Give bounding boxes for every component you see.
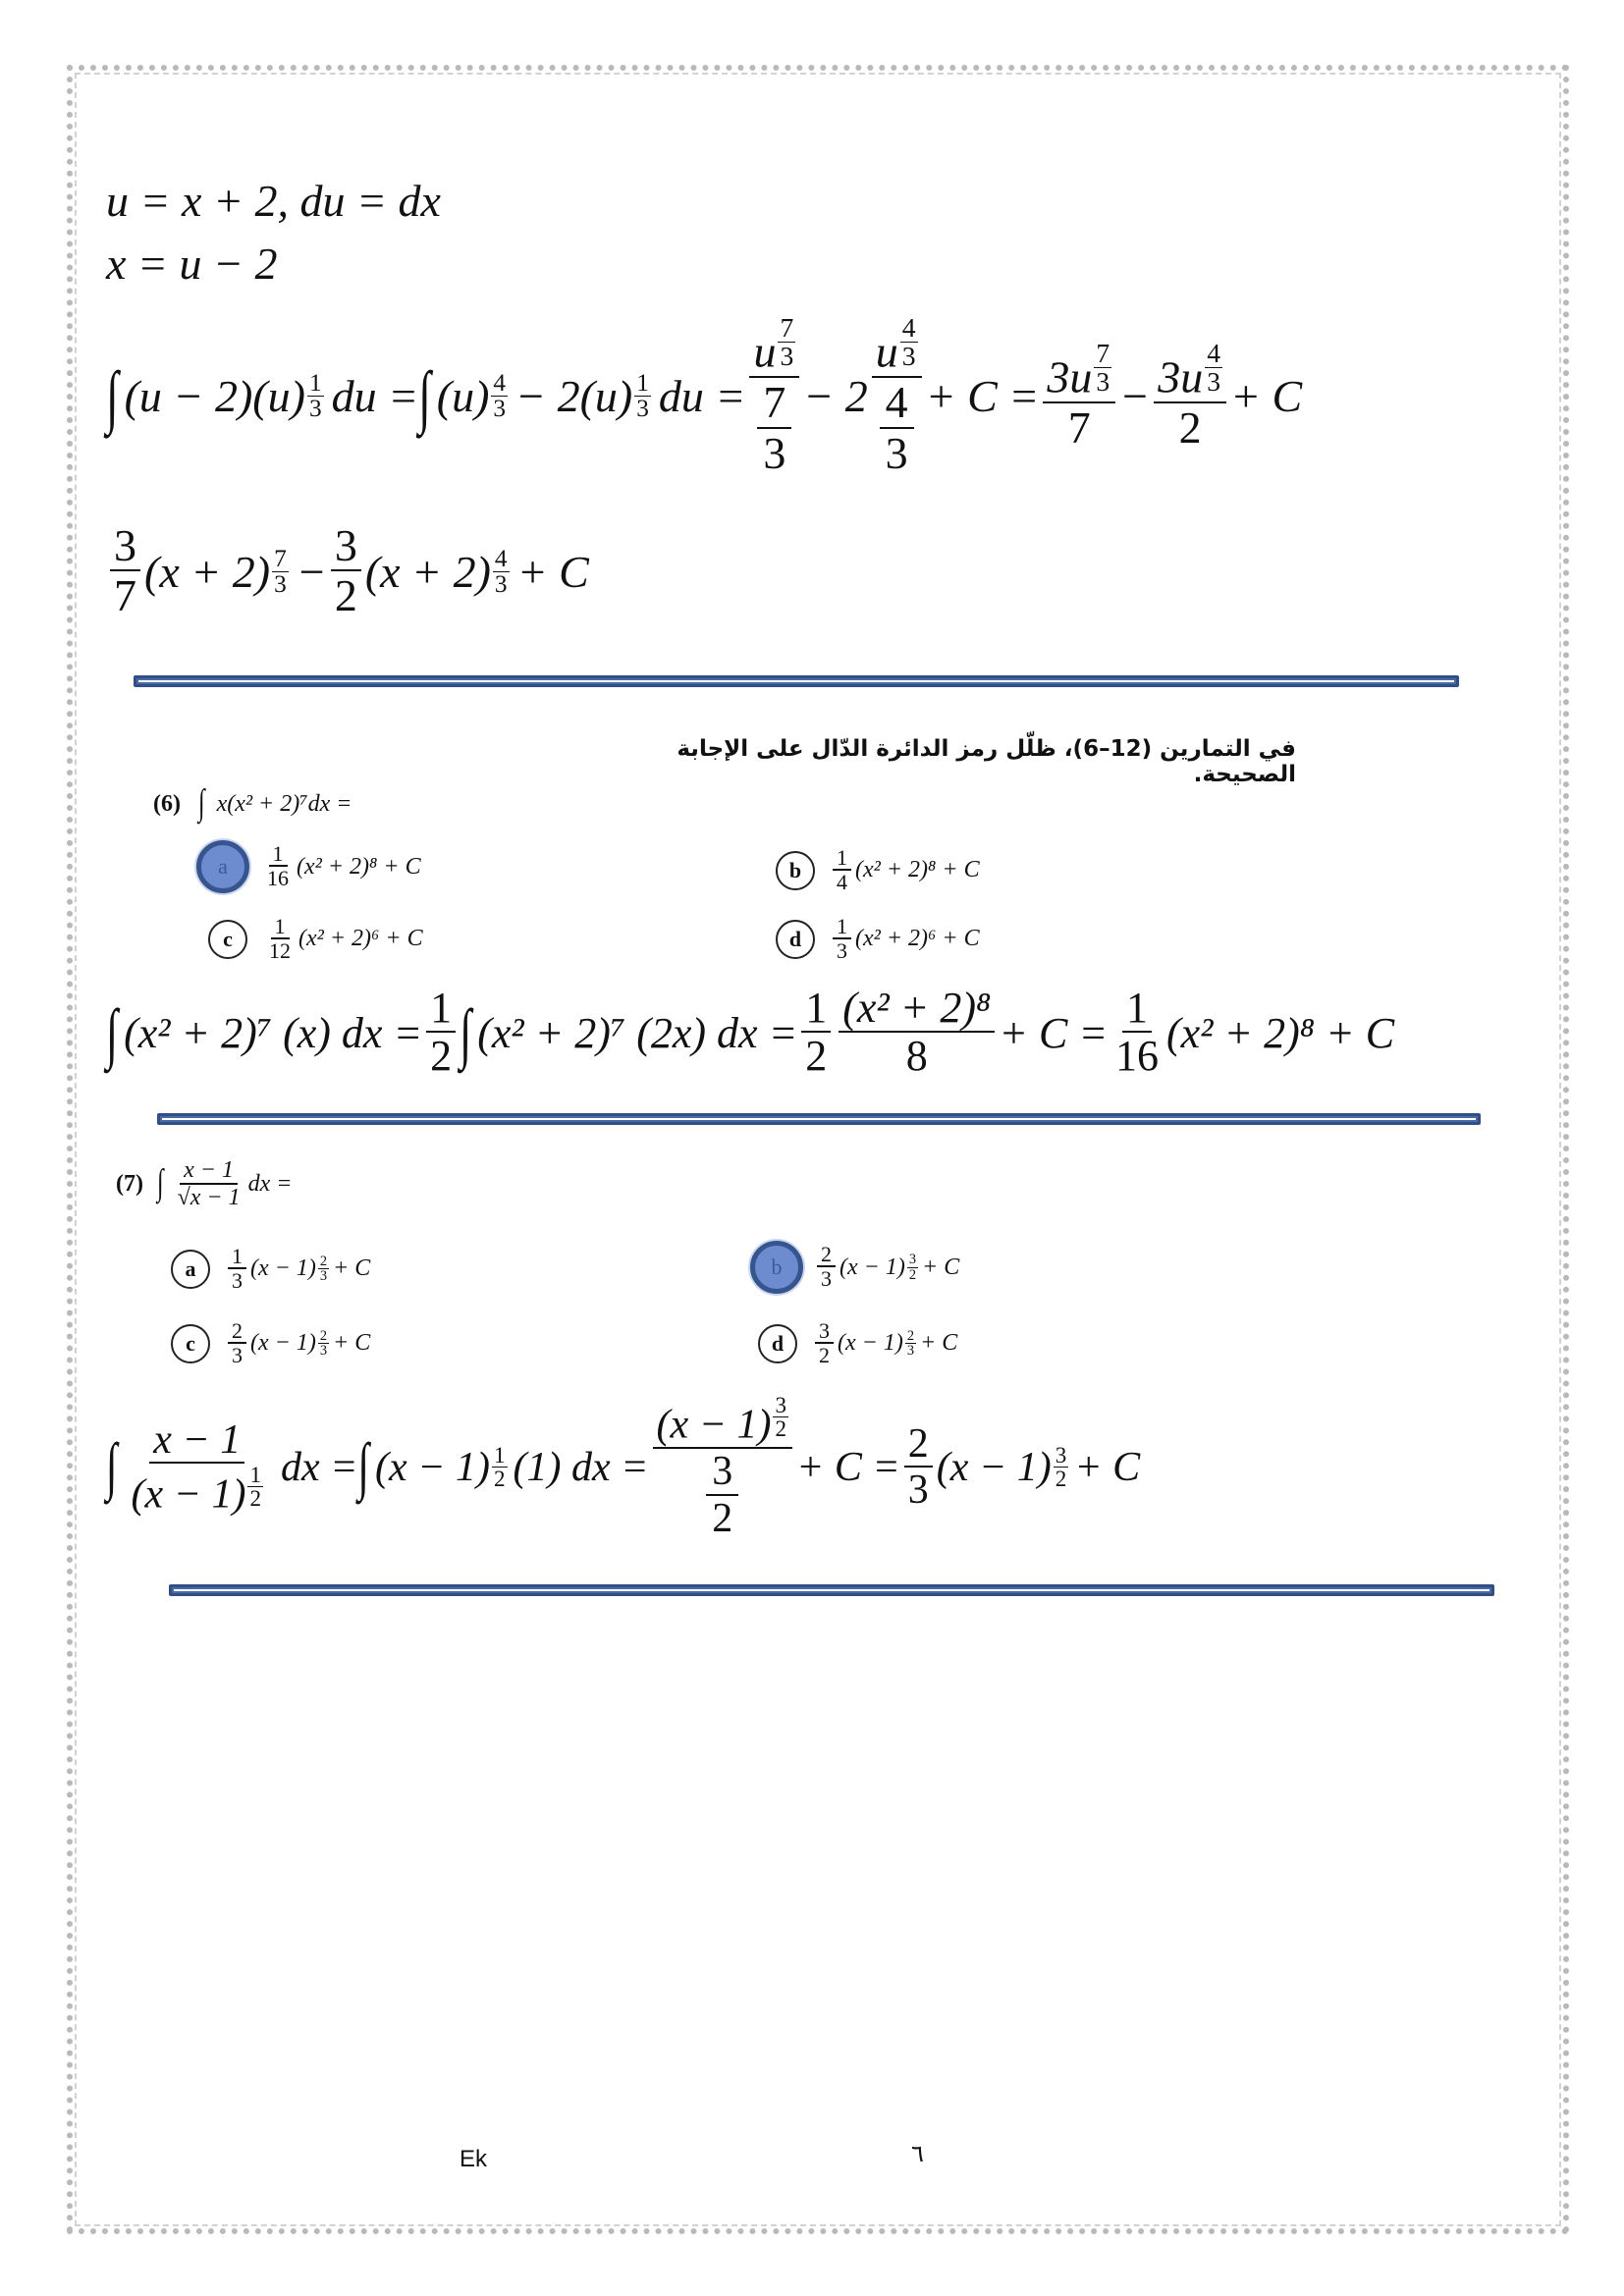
q6-option-b-text: (x² + 2)⁸ + C	[855, 857, 980, 883]
q7-integrand-tail: dx =	[247, 1171, 293, 1198]
q6-option-a[interactable]: a $\frac{1}{16}$ (x² + 2)⁸ + C	[202, 840, 421, 893]
q6-integrand: x(x² + 2)⁷dx =	[216, 791, 352, 817]
coef-3-7: $\frac{3}{7}$	[110, 522, 140, 621]
q6-option-d[interactable]: d $\frac{1}{3}$ (x² + 2)⁶ + C	[776, 915, 980, 963]
du-1: du =	[331, 371, 419, 422]
minus-sign: −	[296, 546, 327, 597]
q6-solution-frac: $\frac{\text{(x² + 2)⁸}}{8}$	[839, 986, 995, 1081]
du-2: du =	[658, 371, 746, 422]
fraction-u43-over-43: u $\frac{4}{3}$ 4 3	[872, 314, 922, 479]
plus-c-final: + C	[1229, 371, 1303, 422]
half-coef: $\frac{1}{2}$	[426, 986, 456, 1081]
q7-solution-line: ∫ x − 1 (x − 1) $\frac{1}{2}$ dx = ∫ (x − 1) $\frac{1}{2}$ (1) dx = (x − 1) $\frac{3}{2}$ 3 2 + C = $\frac{2}{3}$ (x − 1) $\frac{3}{2}$ + C	[106, 1392, 1141, 1541]
x-plus-2-term-2: (x + 2)	[364, 546, 491, 597]
q7-solution-part3: (1) dx =	[513, 1444, 649, 1490]
q7-solution-frac: (x − 1) $\frac{3}{2}$ 3 2	[653, 1394, 793, 1541]
half-coef-2: $\frac{1}{2}$	[801, 986, 831, 1081]
q7-solution-part5: (x − 1)	[936, 1444, 1052, 1490]
separator-2	[157, 1113, 1481, 1125]
q6-option-c-text: (x² + 2)⁶ + C	[298, 926, 423, 952]
page-number: ٦	[911, 2140, 924, 2167]
u-power-term: (u)	[436, 371, 490, 422]
plus-c-equals: + C =	[925, 371, 1040, 422]
x-plus-2-term: (x + 2)	[144, 546, 271, 597]
integrand-1: (u − 2)(u)	[124, 371, 305, 422]
q7-option-d[interactable]: d $\frac{3}{2}$ (x − 1) $\frac{2}{3}$ + C	[758, 1319, 957, 1367]
integral-sign: ∫	[106, 1432, 118, 1503]
substitution-line: u = x + 2, du = dx	[106, 176, 441, 226]
integral-sign: ∫	[418, 357, 431, 436]
option-bubble-c[interactable]: c	[208, 920, 247, 959]
q7-option-b[interactable]: b $\frac{2}{3}$ (x − 1) $\frac{3}{2}$ + C	[756, 1241, 959, 1294]
q7-solution-part6: + C	[1074, 1444, 1141, 1490]
q7-label: (7)	[116, 1171, 143, 1198]
q6-solution-part2: (x² + 2)⁷ (2x) dx =	[477, 1008, 798, 1057]
q6-solution-part3: + C =	[999, 1008, 1109, 1057]
exponent-1-3: $\frac{1}{3}$	[308, 369, 322, 423]
instruction-ar: في التمارين (12–6)، ظلّل رمز الدائرة الدّال على الإجابة الصحيحة.	[677, 736, 1296, 787]
q6-prompt	[153, 783, 352, 824]
integral-sign: ∫	[460, 995, 472, 1071]
plus-c: + C	[516, 546, 589, 597]
integral-sign: ∫	[106, 995, 119, 1071]
q7-option-a[interactable]: a $\frac{1}{3}$ (x − 1) $\frac{2}{3}$ + C	[171, 1245, 370, 1293]
integral-sign: ∫	[357, 1432, 370, 1503]
exponent-4-3: $\frac{4}{3}$	[494, 544, 508, 598]
integral-sign: ∫	[106, 357, 119, 436]
q7-prompt: (7) ∫ $\frac{x - 1}{√x - 1}$ dx =	[116, 1157, 293, 1211]
coef-1-16: $\frac{1}{16}$	[1115, 984, 1160, 1081]
q6-solution-part1: (x² + 2)⁷ (x) dx =	[124, 1008, 423, 1057]
coef-2-3: $\frac{2}{3}$	[904, 1422, 933, 1513]
option-bubble-b[interactable]: b	[776, 851, 815, 890]
fraction-3u43-over-2: 3u $\frac{4}{3}$ 2	[1154, 340, 1226, 453]
q6-label: (6)	[153, 791, 181, 817]
q7-solution-part1: dx =	[281, 1444, 358, 1490]
integral-sign: ∫	[156, 1163, 164, 1204]
q6-option-c[interactable]: c $\frac{1}{12}$ (x² + 2)⁶ + C	[208, 915, 423, 963]
q6-solution-line	[106, 986, 1394, 1081]
option-bubble-c[interactable]: c	[171, 1324, 210, 1363]
exponent-4-3: $\frac{4}{3}$	[493, 369, 507, 423]
minus-2: − 2	[803, 371, 868, 422]
q6-option-d-text: (x² + 2)⁶ + C	[855, 926, 980, 952]
option-bubble-a[interactable]: a	[171, 1250, 210, 1289]
footer-left-text: Ek	[460, 2146, 488, 2172]
q7-solution-integrand: x − 1 (x − 1) $\frac{1}{2}$	[131, 1416, 262, 1518]
option-bubble-d[interactable]: d	[776, 920, 815, 959]
separator-3	[169, 1584, 1494, 1596]
integral-sign: ∫	[197, 783, 205, 824]
exponent-7-3: $\frac{7}{3}$	[274, 544, 287, 598]
fraction-u73-over-73: u $\frac{7}{3}$ 7 3	[749, 314, 799, 479]
integral-expansion-line: ∫ (u − 2)(u) $\frac{1}{3}$ du = ∫ (u) $\frac{4}{3}$ − 2(u) $\frac{1}{3}$ du = u $\frac{7}{3}$ 7 3 − 2 u $\frac{4}{3}$ 4 3 + C = 3u $\frac{7}{3}$ 7 − 3u $\frac{4}{3}$ 2 + C	[106, 312, 1303, 479]
q6-option-b[interactable]: b $\frac{1}{4}$ (x² + 2)⁸ + C	[776, 846, 980, 894]
option-bubble-d[interactable]: d	[758, 1324, 797, 1363]
final-answer-line	[106, 522, 589, 621]
minus-2u-term: − 2(u)	[515, 371, 633, 422]
q7-solution-part4: + C =	[796, 1444, 900, 1490]
option-bubble-b[interactable]: b	[750, 1241, 803, 1294]
option-bubble-a[interactable]: a	[196, 840, 249, 893]
fraction-3u73-over-7: 3u $\frac{7}{3}$ 7	[1043, 340, 1115, 453]
q6-solution-part4: (x² + 2)⁸ + C	[1166, 1008, 1395, 1057]
x-substitution-line: x = u − 2	[106, 239, 278, 289]
coef-3-2: $\frac{3}{2}$	[331, 522, 361, 621]
separator-1	[134, 675, 1459, 687]
q7-solution-part2: (x − 1)	[375, 1444, 490, 1490]
q6-option-a-text: (x² + 2)⁸ + C	[297, 853, 421, 880]
exponent-1-3: $\frac{1}{3}$	[636, 369, 649, 423]
q7-option-c[interactable]: c $\frac{2}{3}$ (x − 1) $\frac{2}{3}$ + C	[171, 1319, 370, 1367]
